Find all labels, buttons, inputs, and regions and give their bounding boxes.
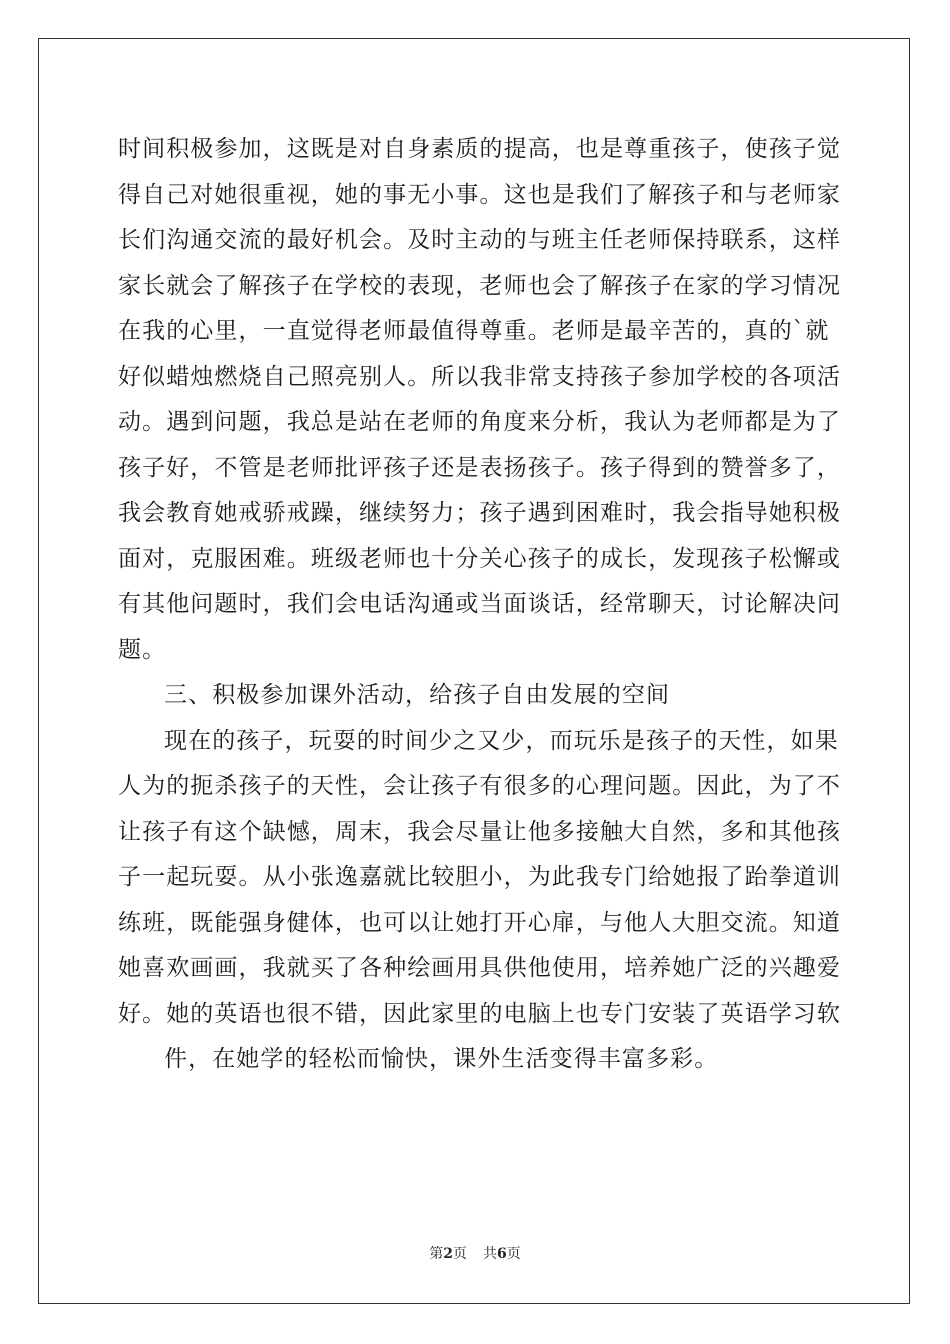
text-line: 子一起玩耍。从小张逸嘉就比较胆小，为此我专门给她报了跆拳道训 — [118, 864, 841, 890]
text-line: 让孩子有这个缺憾，周末，我会尽量让他多接触大自然，多和其他孩 — [118, 818, 841, 845]
text-line: 她喜欢画画，我就买了各种绘画用具供他使用，培养她广泛的兴趣爱 — [118, 955, 841, 981]
text-line: 在我的心里，一直觉得老师最值得尊重。老师是最辛苦的，真的`就 — [118, 318, 830, 344]
total-pages: 6 — [497, 1246, 507, 1262]
text-line: 家长就会了解孩子在学校的表现，老师也会了解孩子在家的学习情况 — [118, 272, 841, 299]
text-line: 长们沟通交流的最好机会。及时主动的与班主任老师保持联系，这样 — [118, 227, 841, 253]
page-number: 2 — [443, 1246, 453, 1262]
text-line: 人为的扼杀孩子的天性，会让孩子有很多的心理问题。因此，为了不 — [118, 773, 841, 799]
section-heading: 三、积极参加课外活动，给孩子自由发展的空间 — [164, 682, 671, 708]
total-suffix: 页 — [506, 1246, 521, 1262]
text-line: 题。 — [118, 636, 167, 663]
text-line: 件，在她学的轻松而愉快，课外生活变得丰富多彩。 — [164, 1046, 719, 1072]
text-line: 得自己对她很重视，她的事无小事。这也是我们了解孩子和与老师家 — [118, 181, 841, 208]
page-footer — [0, 1244, 950, 1264]
text-line: 有其他问题时，我们会电话沟通或当面谈话，经常聊天，讨论解决问 — [118, 591, 841, 617]
text-line: 好。她的英语也很不错，因此家里的电脑上也专门安装了英语学习软 — [118, 1000, 841, 1027]
text-line: 时间积极参加，这既是对自身素质的提高，也是尊重孩子，使孩子觉 — [118, 136, 841, 162]
document-body — [118, 127, 841, 1083]
text-line: 孩子好，不管是老师批评孩子还是表扬孩子。孩子得到的赞誉多了， — [118, 454, 841, 481]
page-prefix: 第 — [429, 1246, 444, 1262]
text-line: 动。遇到问题，我总是站在老师的角度来分析，我认为老师都是为了 — [118, 409, 841, 435]
text-line: 面对，克服困难。班级老师也十分关心孩子的成长，发现孩子松懈或 — [118, 545, 841, 572]
text-line: 好似蜡烛燃烧自己照亮别人。所以我非常支持孩子参加学校的各项活 — [118, 363, 841, 390]
text-line: 我会教育她戒骄戒躁，继续努力；孩子遇到困难时，我会指导她积极 — [118, 500, 841, 526]
text-line: 现在的孩子，玩耍的时间少之又少，而玩乐是孩子的天性，如果 — [164, 727, 839, 754]
page-suffix: 页 — [453, 1246, 467, 1262]
text-line: 练班，既能强身健体，也可以让她打开心扉，与他人大胆交流。知道 — [118, 909, 841, 936]
total-prefix: 共 — [483, 1246, 497, 1262]
